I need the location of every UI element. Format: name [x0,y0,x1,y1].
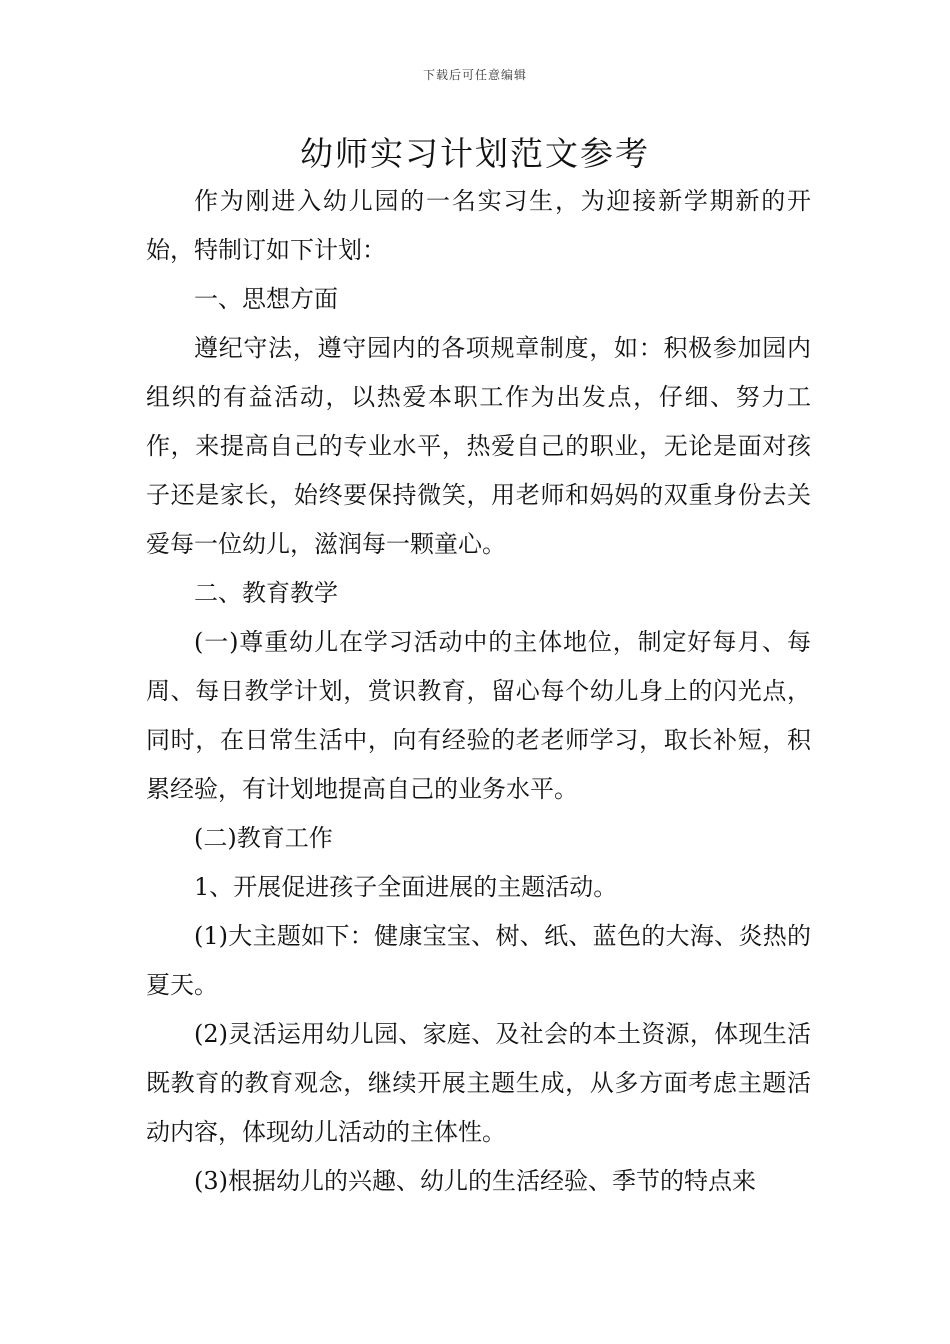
paragraph-teaching-1: (一)尊重幼儿在学习活动中的主体地位，制定好每月、每周、每日教学计划，赏识教育，留心每个幼儿身上的闪光点，同时，在日常生活中，向有经验的老老师学习，取长补短，积累经验，有计划地提高自己的业务水平。 [146,628,811,803]
header-note: 下载后可任意编辑 [422,68,527,82]
subheading-education-work: (二)教育工作 [194,824,333,852]
list-item-1-2: (2)灵活运用幼儿园、家庭、及社会的本土资源，体现生活既教育的教育观念，继续开展主题生成，从多方面考虑主题活动内容，体现幼儿活动的主体性。 [146,1020,811,1146]
list-item-1-3: (3)根据幼儿的兴趣、幼儿的生活经验、季节的特点来 [194,1167,756,1195]
section-heading-teaching: 二、教育教学 [194,579,338,607]
list-item-1: 1、开展促进孩子全面进展的主题活动。 [194,873,618,901]
list-item-1-1: (1)大主题如下：健康宝宝、树、纸、蓝色的大海、炎热的夏天。 [146,922,811,999]
paragraph-thought: 遵纪守法，遵守园内的各项规章制度，如：积极参加园内组织的有益活动，以热爱本职工作为出发点，仔细、努力工作，来提高自己的专业水平，热爱自己的职业，无论是面对孩子还是家长，始终要保持微笑，用老师和妈妈的双重身份去关爱每一位幼儿，滋润每一颗童心。 [146,334,811,558]
section-heading-thought: 一、思想方面 [194,285,338,313]
document-body [146,177,811,1206]
document-title: 幼师实习计划范文参考 [300,134,650,173]
paragraph-intro: 作为刚进入幼儿园的一名实习生，为迎接新学期新的开始，特制订如下计划： [146,187,811,264]
